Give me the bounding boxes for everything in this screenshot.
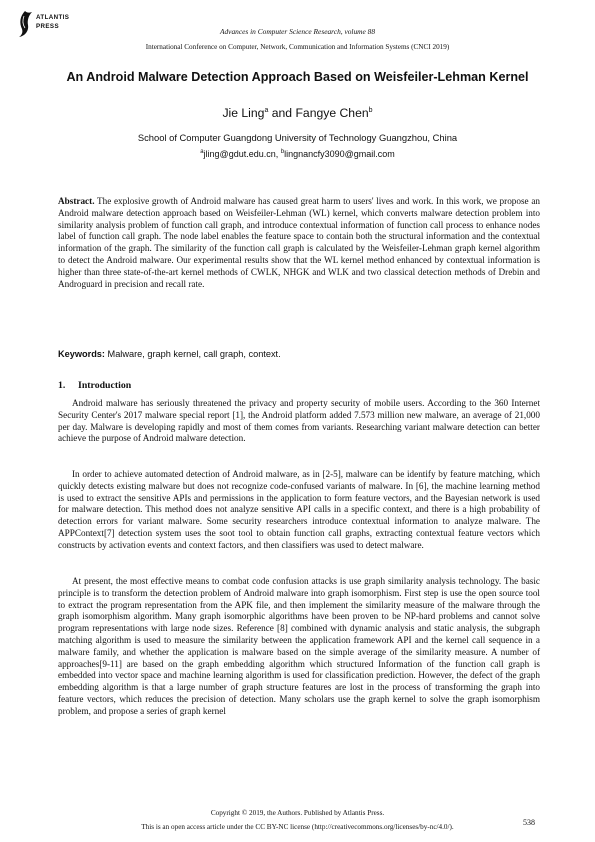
conference-name: International Conference on Computer, Network, Communication and Information Systems (CNCI 2019) <box>145 43 450 51</box>
paper-title: An Android Malware Detection Approach Based on Weisfeiler-Lehman Kernel <box>66 70 529 84</box>
abstract-label: Abstract. <box>58 196 95 206</box>
keywords-label: Keywords: <box>58 349 105 359</box>
body-paragraph: In order to achieve automated detection of Android malware, as in [2-5], malware can be identify by feature matching, which quickly detects existing malware but does not recognize code-confused variants of malware. In [6], the machine learning method is used to extract the sensitive APIs and permissions in the application to form feature vectors, and the Bayesian network is used for malware detection. This method does not analyze sensitive API calls in a specific context, and there is a high probability of detection errors for variant malware. Some security researchers introduce contextual information to analyze malware. The APPContext[7] detection system uses the soot tool to obtain function call graphs, extracting contextual feature vectors which constructs by activation events and context factors, and then classifiers was used to detect malware. <box>58 469 540 550</box>
email-mark: a <box>200 149 204 155</box>
section-number: 1. <box>58 380 66 391</box>
section-title: Introduction <box>78 380 132 391</box>
license-notice: This is an open access article under the CC BY-NC license (http://creativecommons.org/licenses/by-nc/4.0/). <box>141 823 454 831</box>
author-affiliation-mark: a <box>264 106 269 114</box>
logo-line-2: PRESS <box>36 23 59 30</box>
author-name: Fangye Chen <box>295 106 369 120</box>
email-mark: b <box>280 149 285 155</box>
body-paragraph: Android malware has seriously threatened the privacy and property security of mobile users. According to the 360 Internet Security Center's 2017 malware special report [1], the Android platform added 7.573 million new malware, an average of 21,000 per day. Malware is developing rapidly and most of them comes from variants. Researching variant malware detection can better achieve the purpose of Android malware detection. <box>58 398 540 444</box>
email-link[interactable]: lingnancfy3090@gmail.com <box>284 149 395 159</box>
keywords-text: Malware, graph kernel, call graph, context. <box>107 349 281 359</box>
keywords <box>58 349 540 359</box>
section-heading <box>58 380 131 391</box>
author-conjunction: and <box>268 106 296 120</box>
affiliation: School of Computer Guangdong University of Technology Guangzhou, China <box>137 132 458 143</box>
logo-line-1: ATLANTIS <box>36 14 70 21</box>
copyright-notice: Copyright © 2019, the Authors. Published by Atlantis Press. <box>210 809 385 817</box>
journal-name: Advances in Computer Science Research, volume 88 <box>219 27 376 36</box>
author-name: Jie Ling <box>222 106 265 120</box>
abstract <box>58 196 540 290</box>
body-paragraph: At present, the most effective means to combat code confusion attacks is use graph similarity analysis technology. The basic principle is to transform the detection problem of Android malware into graph isomorphism. First step is use the open source tool to extract the program representation from the APK file, and then implement the similarity measure of the malware through the graph isomorphism algorithm. Many graph isomorphic algorithms have been proven to be NP-hard problems and cannot solve program representations with large node sizes. Reference [8] combined with dynamic analysis and static analysis, the subgraph matching algorithm is used to measure the similarity between the application framework API and the kernel call sequence in a malware family, and whether the application is malware based on the simple average of the similarity measure. A number of approaches[9-11] are based on the graph embedding algorithm which structured Information of the function call graph is embedded into vector space and machine learning algorithm is used for classification prediction. However, the defect of the graph embedding algorithm is that a large number of graph structure features are lost in the process of transforming the graph into feature vectors, which reduces the precision of detection. Many scholars use the graph kernel to solve the graph isomorphism problem, and propose a series of graph kernel <box>58 576 540 716</box>
author-affiliation-mark: b <box>368 106 373 114</box>
author-list <box>0 106 595 120</box>
page-number: 538 <box>523 818 535 827</box>
publisher-logo <box>16 8 76 42</box>
email-link[interactable]: jling@gdut.edu.cn <box>203 149 276 159</box>
abstract-text: The explosive growth of Android malware has caused great harm to users' lives and work. In this work, we propose an Android malware detection approach based on Weisfeiler-Lehman (WL) kernel, which converts malware detection problem into similarity analysis problem of function call graph, and introduce contextual information of function call process to enhance nodes label of function call graph. The node label enables the feature space to contain both the structural information and the contextual information of the graph. The similarity of the function call graph is calculated by the Weisfeiler-Lehman graph kernel algorithm to detect the Android malware. Our experimental results show that the WL kernel method enhanced by contextual information is higher than three state-of-the-art kernel methods of CWLK, NHGK and WLK and two classical detection methods of Drebin and Androguard in precision and recall rate. <box>58 196 540 289</box>
author-emails: $^a$jling@gdut.edu.cn, $^b$lingnancfy3090@gmail.com <box>200 149 395 159</box>
